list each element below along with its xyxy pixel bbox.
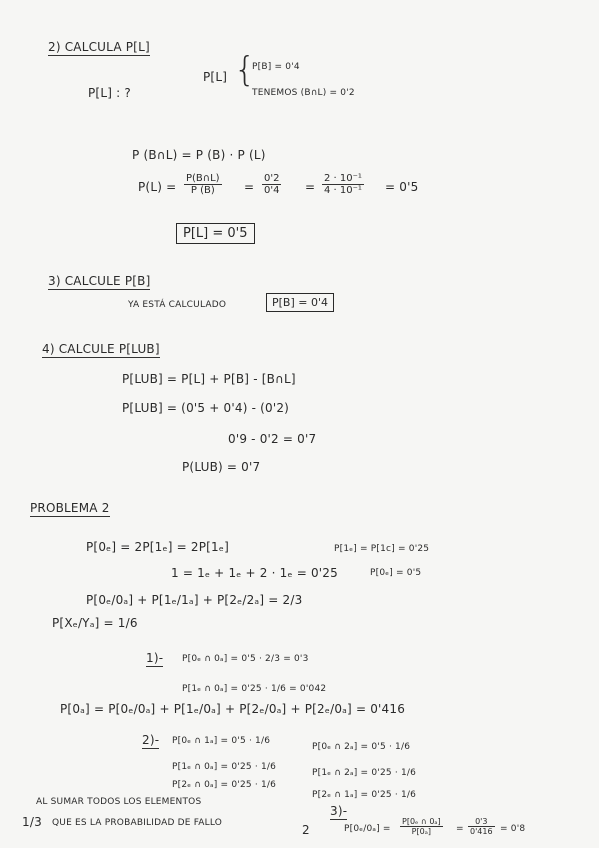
fraction-denominator: 0'416 bbox=[470, 827, 493, 836]
p2-total-probability: P[0ₐ] = P[0ₑ/0ₐ] + P[1ₑ/0ₐ] + P[2ₑ/0ₐ] + P[2ₑ/0ₐ] = 0'416 bbox=[60, 702, 406, 716]
boxed-result-pl: P[L] = 0'5 bbox=[176, 223, 255, 244]
already-calculated-text: YA ESTÁ CALCULADO bbox=[128, 300, 227, 310]
p2-part-2-a: P[0ₑ ∩ 1ₐ] = 0'5 · 1/6 bbox=[172, 736, 271, 746]
p2-line-1: P[0ₑ] = 2P[1ₑ] = 2P[1ₑ] bbox=[86, 540, 229, 554]
note-fraction: 1/3 bbox=[22, 815, 42, 829]
fraction-denominator: P[0ₐ] bbox=[411, 827, 431, 836]
problem-2-heading: PROBLEMA 2 bbox=[30, 501, 110, 515]
given-label: P[L] bbox=[203, 70, 228, 84]
p2-part-2-b: P[0ₑ ∩ 2ₐ] = 0'5 · 1/6 bbox=[312, 742, 411, 752]
result-pl: = 0'5 bbox=[385, 180, 419, 194]
equation-pl-lhs: P(L) = bbox=[138, 180, 177, 194]
equals-sign: = bbox=[244, 180, 255, 194]
section-2-heading: 2) CALCULA P[L] bbox=[48, 40, 150, 54]
boxed-result-pb: P[B] = 0'4 bbox=[266, 293, 334, 312]
unknown-pl: P[L] : ? bbox=[88, 86, 131, 100]
page-number: 2 bbox=[302, 823, 310, 837]
p2-line-1-right: P[1ₑ] = P[1c] = 0'25 bbox=[334, 544, 430, 554]
fraction-denominator: 0'4 bbox=[264, 185, 280, 196]
fraction-pbl-over-pb bbox=[184, 173, 222, 196]
section-4-heading: 4) CALCULE P[LUB] bbox=[42, 342, 160, 356]
equation-independence: P (B∩L) = P (B) · P (L) bbox=[132, 148, 266, 162]
equals-sign: = bbox=[305, 180, 316, 194]
p2-part-2-e: P[2ₑ ∩ 0ₐ] = 0'25 · 1/6 bbox=[172, 780, 277, 790]
section-3-heading: 3) CALCULE P[B] bbox=[48, 274, 151, 288]
p2-part-1-b: P[1ₑ ∩ 0ₐ] = 0'25 · 1/6 = 0'042 bbox=[182, 684, 327, 694]
union-result: P(LUB) = 0'7 bbox=[182, 460, 261, 474]
given-brace: { bbox=[234, 50, 256, 90]
p2-part-2-label: 2)- bbox=[142, 733, 160, 747]
p2-line-2: 1 = 1ₑ + 1ₑ + 2 · 1ₑ = 0'25 bbox=[171, 566, 338, 580]
union-formula: P[LUB] = P[L] + P[B] - [B∩L] bbox=[122, 372, 296, 386]
fraction-conditional bbox=[400, 817, 443, 836]
p2-part-2-c: P[1ₑ ∩ 0ₐ] = 0'25 · 1/6 bbox=[172, 762, 277, 772]
p2-line-4: P[Xₑ/Yₐ] = 1/6 bbox=[52, 616, 138, 630]
p2-part-3-label: 3)- bbox=[330, 804, 348, 818]
p2-part-2-d: P[1ₑ ∩ 2ₐ] = 0'25 · 1/6 bbox=[312, 768, 417, 778]
equals-sign: = bbox=[456, 824, 464, 834]
p2-part-3-lhs: P[0ₑ/0ₐ] = bbox=[344, 824, 391, 834]
fraction-numerator: P[0ₑ ∩ 0ₐ] bbox=[402, 817, 441, 826]
p2-part-1-label: 1)- bbox=[146, 651, 164, 665]
fraction-numerator: 0'2 bbox=[264, 173, 280, 184]
p2-part-2-f: P[2ₑ ∩ 1ₐ] = 0'25 · 1/6 bbox=[312, 790, 417, 800]
fraction-scientific bbox=[322, 173, 364, 196]
fraction-02-over-04 bbox=[262, 173, 281, 196]
given-intersection: TENEMOS (B∩L) = 0'2 bbox=[252, 88, 355, 98]
union-subtraction: 0'9 - 0'2 = 0'7 bbox=[228, 432, 317, 446]
union-substitution: P[LUB] = (0'5 + 0'4) - (0'2) bbox=[122, 401, 290, 415]
fraction-numerator: 2 · 10⁻¹ bbox=[324, 173, 362, 184]
p2-line-3: P[0ₑ/0ₐ] + P[1ₑ/1ₐ] + P[2ₑ/2ₐ] = 2/3 bbox=[86, 593, 303, 607]
fraction-numerator: P(B∩L) bbox=[186, 173, 220, 184]
note-failure-probability: QUE ES LA PROBABILIDAD DE FALLO bbox=[52, 818, 223, 828]
fraction-numerator: 0'3 bbox=[468, 817, 495, 827]
part-3-result: = 0'8 bbox=[500, 824, 526, 834]
p2-part-1-a: P[0ₑ ∩ 0ₐ] = 0'5 · 2/3 = 0'3 bbox=[182, 654, 309, 664]
note-sum-elements: AL SUMAR TODOS LOS ELEMENTOS bbox=[36, 797, 202, 807]
fraction-denominator: P (B) bbox=[190, 185, 215, 196]
fraction-denominator: 4 · 10⁻¹ bbox=[324, 185, 362, 196]
given-pb: P[B] = 0'4 bbox=[252, 62, 300, 72]
fraction-03-over-0416 bbox=[468, 817, 495, 836]
p2-line-2-right: P[0ₑ] = 0'5 bbox=[370, 568, 422, 578]
